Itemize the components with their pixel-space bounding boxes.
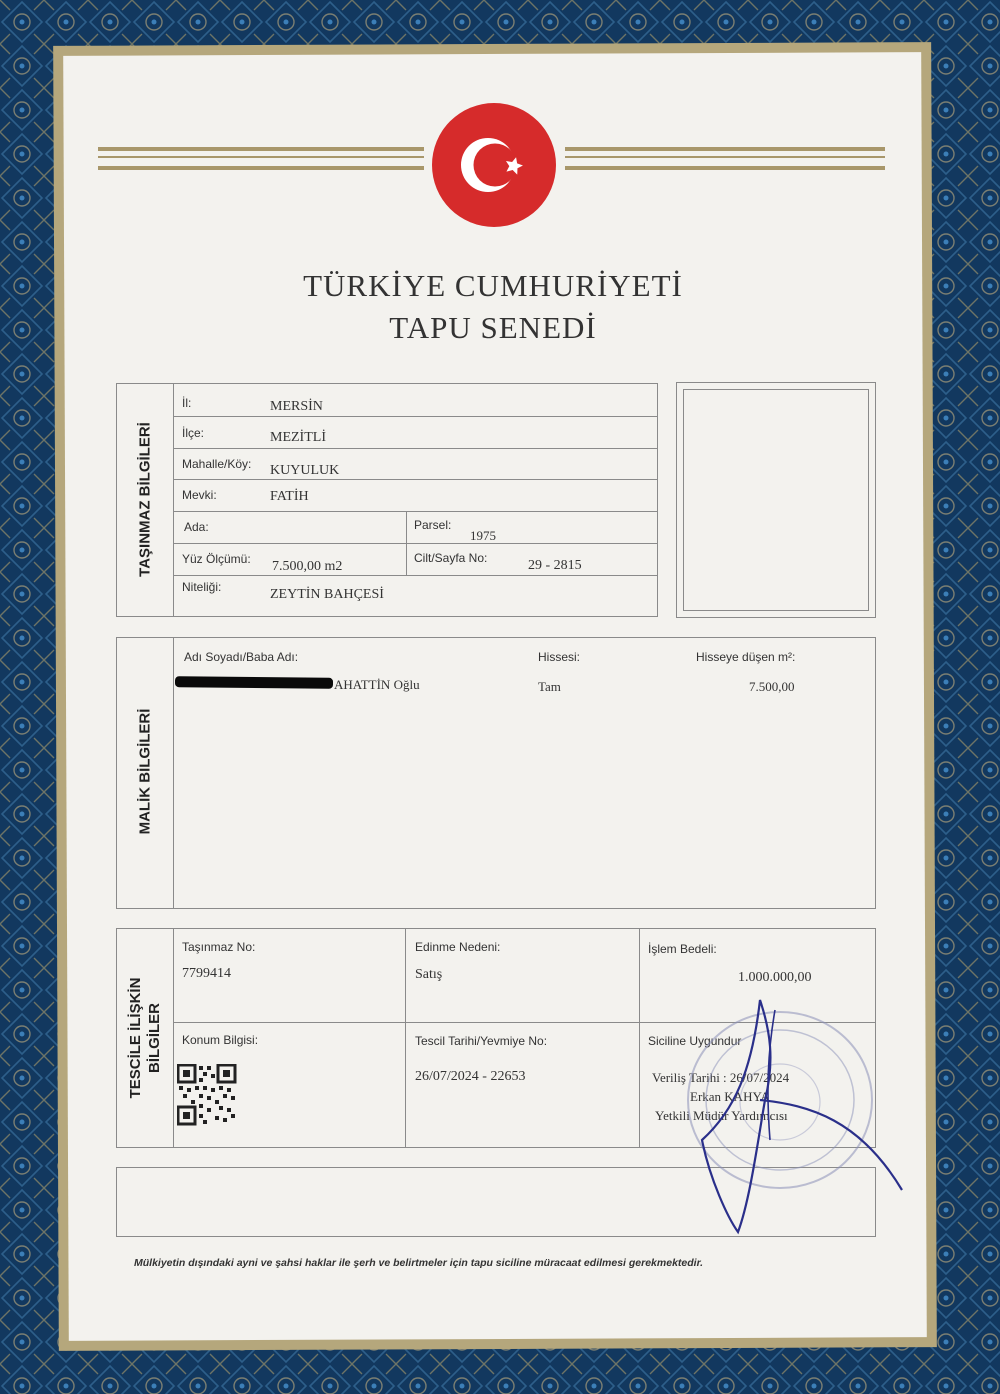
- tasinmaz-label-divider: [173, 383, 174, 617]
- gold-band-left-mid: [98, 156, 424, 158]
- edinme-nedeni-label: Edinme Nedeni:: [415, 940, 501, 954]
- mahalle-label: Mahalle/Köy:: [182, 457, 252, 471]
- tescil-tarihi-label: Tescil Tarihi/Yevmiye No:: [415, 1034, 548, 1048]
- cilt-sayfa-label: Cilt/Sayfa No:: [414, 551, 488, 565]
- tescil-section-label-line1: TESCİLE İLİŞKİN: [127, 977, 144, 1099]
- tescil-section-label-line2: BİLGİLER: [146, 1003, 163, 1073]
- gold-band-left-bottom: [98, 166, 424, 170]
- ada-label: Ada:: [184, 520, 209, 534]
- row-divider: [173, 479, 658, 480]
- malik-section-label: MALİK BİLGİLERİ: [136, 708, 154, 835]
- footer-note: Mülkiyetin dışındaki ayni ve şahsi haklar ile şerh ve belirtmeler için tapu siciline müracaat edilmesi gerekmektedir.: [134, 1257, 703, 1269]
- share-header: Hissesi:: [538, 650, 581, 664]
- tescil-tarihi-value: 26/07/2024 - 22653: [415, 1069, 526, 1084]
- photo-frame-inner: [683, 389, 869, 611]
- tescil-section-label: [126, 938, 164, 1138]
- islem-bedeli-value: 1.000.000,00: [738, 970, 812, 985]
- mahalle-value: KUYULUK: [270, 463, 340, 478]
- official-name: Erkan KAHYA: [690, 1089, 770, 1104]
- edinme-nedeni-value: Satış: [415, 967, 443, 982]
- parsel-value: 1975: [470, 528, 496, 543]
- share-value: Tam: [538, 679, 561, 694]
- siciline-uygundur-label: Siciline Uygundur: [648, 1034, 742, 1048]
- qr-code-icon: [177, 1064, 237, 1126]
- verilis-tarihi: Veriliş Tarihi : 26/07/2024: [652, 1070, 790, 1085]
- niteligi-label: Niteliği:: [182, 580, 222, 594]
- il-value: MERSİN: [270, 399, 323, 414]
- column-divider: [405, 928, 406, 1148]
- redaction-bar: [175, 676, 333, 689]
- yuz-olcumu-value: 7.500,00 m2: [272, 559, 343, 574]
- gold-band-right-mid: [565, 156, 885, 158]
- row-divider: [173, 511, 658, 512]
- row-divider: [173, 416, 658, 417]
- mevki-label: Mevki:: [182, 488, 217, 502]
- owner-name-header: Adı Soyadı/Baba Adı:: [184, 650, 299, 664]
- malik-label-divider: [173, 637, 174, 909]
- share-area-header: Hisseye düşen m²:: [696, 650, 796, 664]
- il-label: İl:: [182, 396, 192, 410]
- tescil-label-divider: [173, 928, 174, 1148]
- owner-name-value: AHATTİN Oğlu: [334, 677, 420, 692]
- crescent-star-emblem-icon: [432, 103, 556, 227]
- tasinmaz-no-value: 7799414: [182, 966, 231, 981]
- gold-band-right-bottom: [565, 166, 885, 170]
- row-divider: [173, 575, 658, 576]
- column-divider: [406, 511, 407, 575]
- ilce-label: İlçe:: [182, 426, 205, 440]
- parsel-label: Parsel:: [414, 518, 452, 532]
- ilce-value: MEZİTLİ: [270, 430, 326, 445]
- gold-band-right-top: [565, 147, 885, 151]
- cilt-sayfa-value: 29 - 2815: [528, 558, 582, 573]
- row-divider: [173, 543, 658, 544]
- row-divider: [173, 448, 658, 449]
- islem-bedeli-label: İşlem Bedeli:: [648, 942, 717, 956]
- niteligi-value: ZEYTİN BAHÇESİ: [270, 587, 384, 602]
- share-area-value: 7.500,00: [749, 679, 795, 694]
- gold-band-left-top: [98, 147, 424, 151]
- tasinmaz-section-label: TAŞINMAZ BİLGİLERİ: [136, 422, 154, 577]
- tasinmaz-no-label: Taşınmaz No:: [182, 940, 256, 954]
- konum-bilgisi-label: Konum Bilgisi:: [182, 1033, 259, 1047]
- official-title: Yetkili Müdür Yardımcısı: [655, 1108, 788, 1123]
- document-subtitle: TAPU SENEDİ: [389, 310, 597, 345]
- mevki-value: FATİH: [270, 489, 309, 504]
- document-title: TÜRKİYE CUMHURİYETİ: [303, 268, 683, 303]
- yuz-olcumu-label: Yüz Ölçümü:: [182, 552, 251, 566]
- official-seal-and-signature: [640, 990, 920, 1260]
